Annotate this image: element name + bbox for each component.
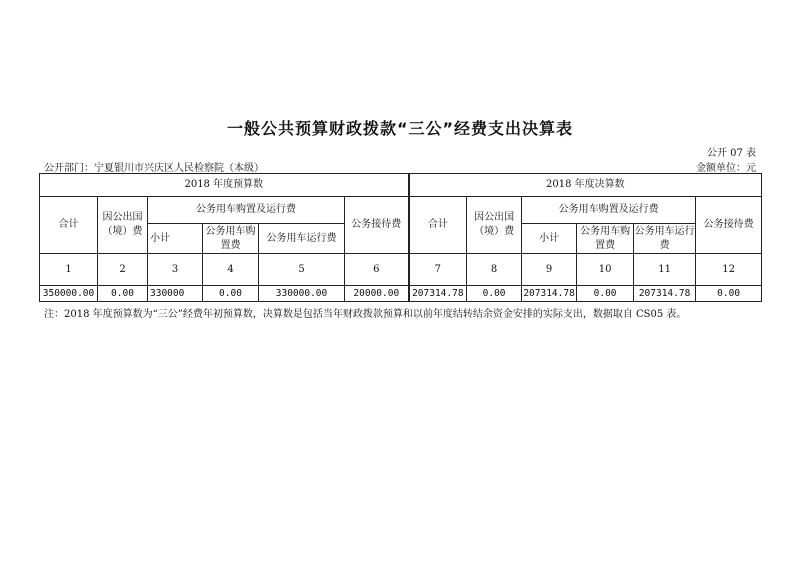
table-cell: 350000.00 [40, 286, 98, 302]
expenditure-table [39, 173, 762, 302]
amount-unit-label: 金额单位：元 [696, 163, 756, 174]
table-cell: 330000.00 [259, 286, 345, 302]
col-number: 11 [634, 254, 696, 286]
col-number: 7 [409, 254, 467, 286]
footnote: 注：2018 年度预算数为“三公”经费年初预算数，决算数是包括当年财政拨款预算和以前年度结转结余资金安排的实际支出，数据取自 CS05 表。 [44, 309, 687, 320]
col-number: 1 [40, 254, 98, 286]
col-number: 2 [98, 254, 148, 286]
table-cell: 207314.78 [409, 286, 467, 302]
table-cell: 0.00 [577, 286, 634, 302]
budget-subtotal-header: 小计 [148, 224, 203, 254]
table-cell: 20000.00 [345, 286, 409, 302]
final-vehicle-group-header: 公务用车购置及运行费 [522, 197, 696, 224]
col-number: 9 [522, 254, 577, 286]
table-cell: 330000 [148, 286, 203, 302]
final-vehicle-run-header: 公务用车运行费 [634, 224, 696, 254]
final-subtotal-header: 小计 [522, 224, 577, 254]
final-vehicle-purchase-header: 公务用车购置费 [577, 224, 634, 254]
table-cell: 0.00 [203, 286, 259, 302]
table-cell: 207314.78 [634, 286, 696, 302]
table-cell: 0.00 [98, 286, 148, 302]
budget-abroad-header: 因公出国（境）费 [98, 197, 148, 254]
col-number: 3 [148, 254, 203, 286]
final-reception-header: 公务接待费 [696, 197, 762, 254]
final-total-header: 合计 [409, 197, 467, 254]
budget-vehicle-group-header: 公务用车购置及运行费 [148, 197, 345, 224]
budget-total-header: 合计 [40, 197, 98, 254]
table-row [40, 286, 762, 302]
page-title: 一般公共预算财政拨款“三公”经费支出决算表 [226, 119, 574, 138]
department-label: 公开部门：宁夏银川市兴庆区人民检察院（本级） [44, 163, 264, 174]
table-cell: 207314.78 [522, 286, 577, 302]
budget-group-header: 2018 年度预算数 [40, 174, 409, 197]
table-cell: 0.00 [467, 286, 522, 302]
col-number: 4 [203, 254, 259, 286]
budget-vehicle-purchase-header: 公务用车购置费 [203, 224, 259, 254]
col-number: 12 [696, 254, 762, 286]
col-number: 5 [259, 254, 345, 286]
col-number: 6 [345, 254, 409, 286]
col-number: 8 [467, 254, 522, 286]
final-abroad-header: 因公出国（境）费 [467, 197, 522, 254]
form-number: 公开 07 表 [706, 148, 756, 159]
col-number: 10 [577, 254, 634, 286]
budget-vehicle-run-header: 公务用车运行费 [259, 224, 345, 254]
table-cell: 0.00 [696, 286, 762, 302]
budget-reception-header: 公务接待费 [345, 197, 409, 254]
final-group-header: 2018 年度决算数 [409, 174, 762, 197]
